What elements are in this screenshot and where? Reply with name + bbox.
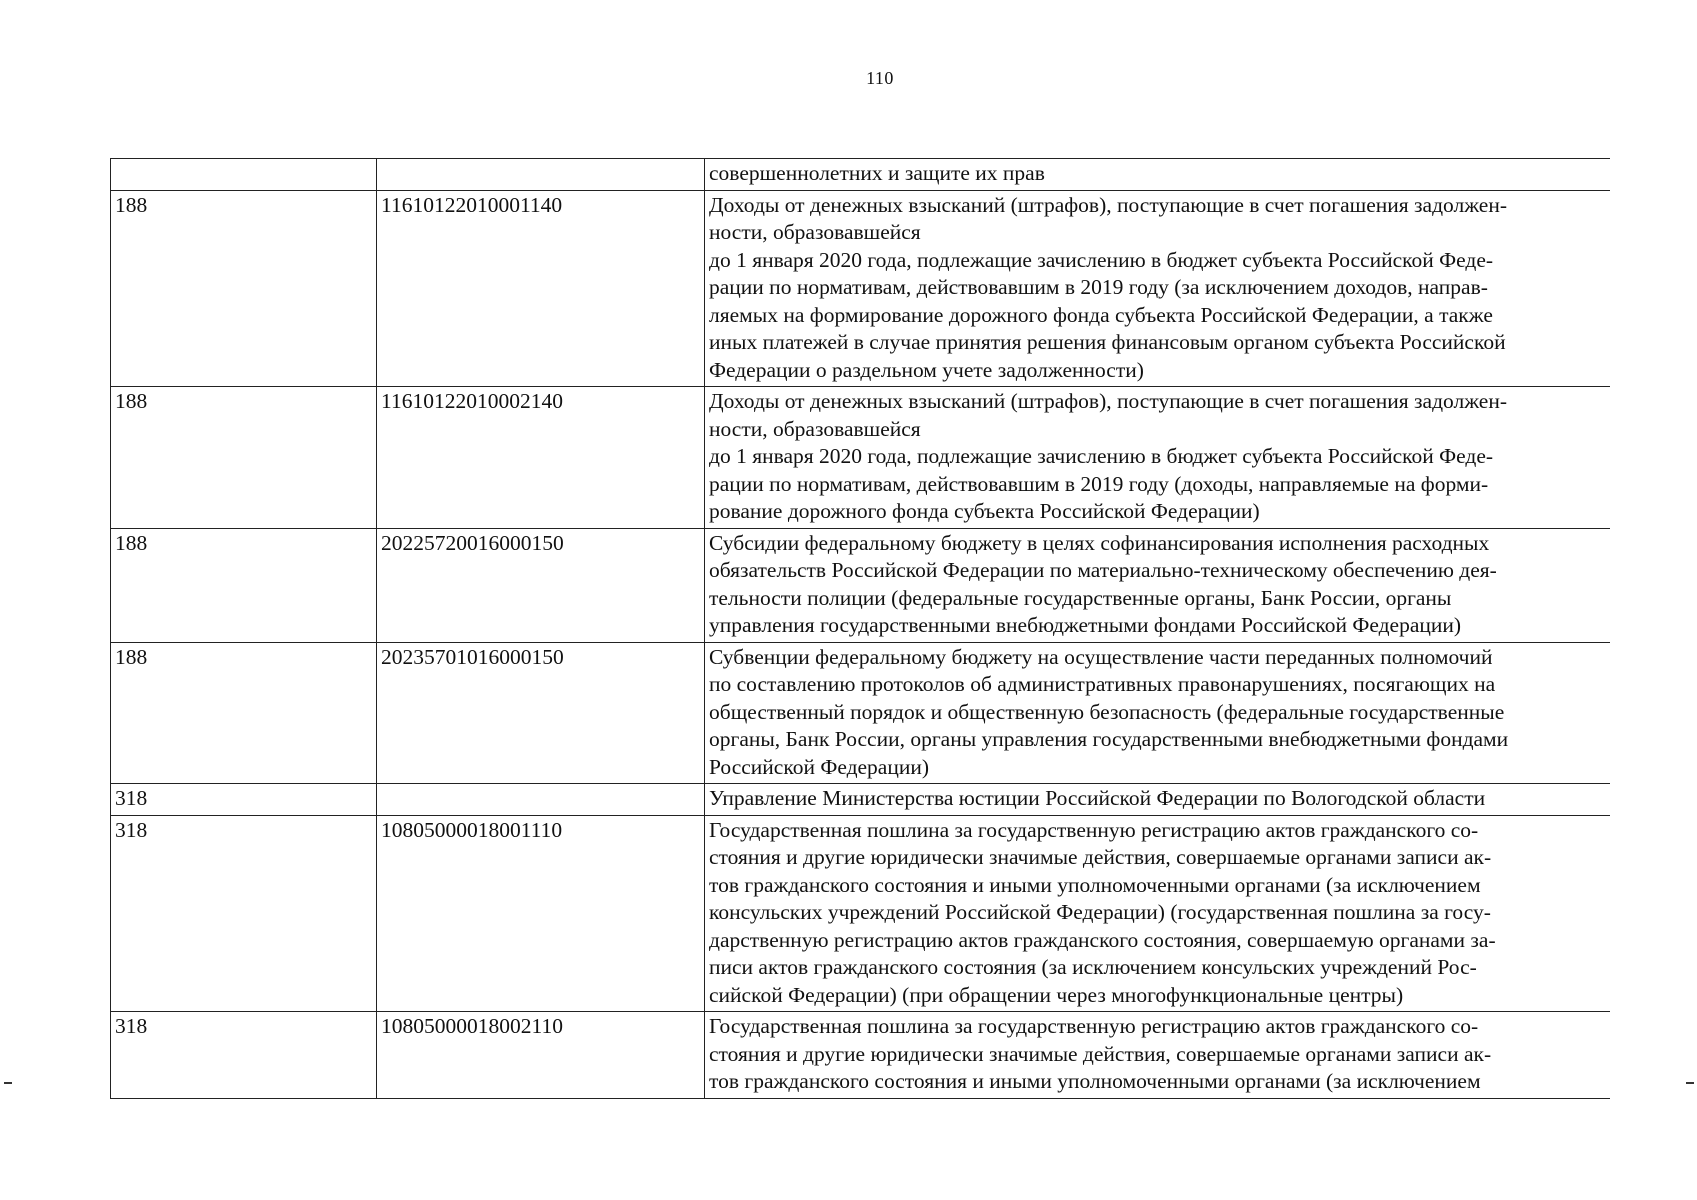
revenue-codes-table-container — [110, 158, 1610, 1128]
description-cell: Доходы от денежных взысканий (штрафов), поступающие в счет погашения задолжен- ности, образовавшейся до 1 января 2020 года, подлежащие зачислению в бюджет субъекта Российской Феде- рации по нормативам, действовавшим в 2019 году (доходы, направляемые на форми- рование дорожного фонда субъекта Российской Федерации) — [705, 387, 1611, 529]
table-row — [111, 784, 1611, 816]
kbk-code-cell: 10805000018002110 — [377, 1012, 705, 1099]
table-row — [111, 528, 1611, 642]
page-number: 110 — [866, 68, 894, 88]
admin-code-cell: 188 — [111, 387, 377, 529]
table-row — [111, 159, 1611, 191]
admin-code-cell — [111, 159, 377, 191]
description-cell: Субвенции федеральному бюджету на осуществление части переданных полномочий по составлению протоколов об административных правонарушениях, посягающих на общественный порядок и общественную безопасность (федеральные государственные органы, Банк России, органы управления государственными внебюджетными фондами Российской Федерации) — [705, 642, 1611, 784]
table-row — [111, 387, 1611, 529]
admin-code-cell: 318 — [111, 784, 377, 816]
kbk-code-cell: 11610122010001140 — [377, 190, 705, 387]
description-cell: Доходы от денежных взысканий (штрафов), поступающие в счет погашения задолжен- ности, образовавшейся до 1 января 2020 года, подлежащие зачислению в бюджет субъекта Российской Феде- рации по нормативам, действовавшим в 2019 году (за исключением доходов, направ- ляемых на формирование дорожного фонда субъекта Российской Федерации, а также иных платежей в случае принятия решения финансовым органом субъекта Российской Федерации о раздельном учете задолженности) — [705, 190, 1611, 387]
revenue-codes-table — [110, 158, 1610, 1099]
description-cell: Субсидии федеральному бюджету в целях софинансирования исполнения расходных обязательств Российской Федерации по материально-техническому обеспечению дея- тельности полиции (федеральные государственные органы, Банк России, органы управления государственными внебюджетными фондами Российской Федерации) — [705, 528, 1611, 642]
admin-code-cell: 188 — [111, 528, 377, 642]
left-margin-mark — [4, 1082, 12, 1084]
kbk-code-cell: 11610122010002140 — [377, 387, 705, 529]
kbk-code-cell — [377, 159, 705, 191]
table-row — [111, 642, 1611, 784]
kbk-code-cell — [377, 784, 705, 816]
description-cell: Управление Министерства юстиции Российской Федерации по Вологодской области — [705, 784, 1611, 816]
table-row — [111, 1012, 1611, 1099]
admin-code-cell: 188 — [111, 642, 377, 784]
description-cell: Государственная пошлина за государственную регистрацию актов гражданского со- стояния и другие юридически значимые действия, совершаемые органами записи ак- тов гражданского состояния и иными уполномоченными органами (за исключением консульских учреждений Российской Федерации) (государственная пошлина за госу- дарственную регистрацию актов гражданского состояния, совершаемую органами за- писи актов гражданского состояния (за исключением консульских учреждений Рос- сийской Федерации) (при обращении через многофункциональные центры) — [705, 815, 1611, 1012]
kbk-code-cell: 10805000018001110 — [377, 815, 705, 1012]
admin-code-cell: 318 — [111, 1012, 377, 1099]
table-row — [111, 190, 1611, 387]
admin-code-cell: 188 — [111, 190, 377, 387]
kbk-code-cell: 20225720016000150 — [377, 528, 705, 642]
right-margin-mark — [1686, 1082, 1694, 1084]
kbk-code-cell: 20235701016000150 — [377, 642, 705, 784]
description-cell: совершеннолетних и защите их прав — [705, 159, 1611, 191]
table-row — [111, 815, 1611, 1012]
description-cell: Государственная пошлина за государственную регистрацию актов гражданского со- стояния и другие юридически значимые действия, совершаемые органами записи ак- тов гражданского состояния и иными уполномоченными органами (за исключением — [705, 1012, 1611, 1099]
admin-code-cell: 318 — [111, 815, 377, 1012]
